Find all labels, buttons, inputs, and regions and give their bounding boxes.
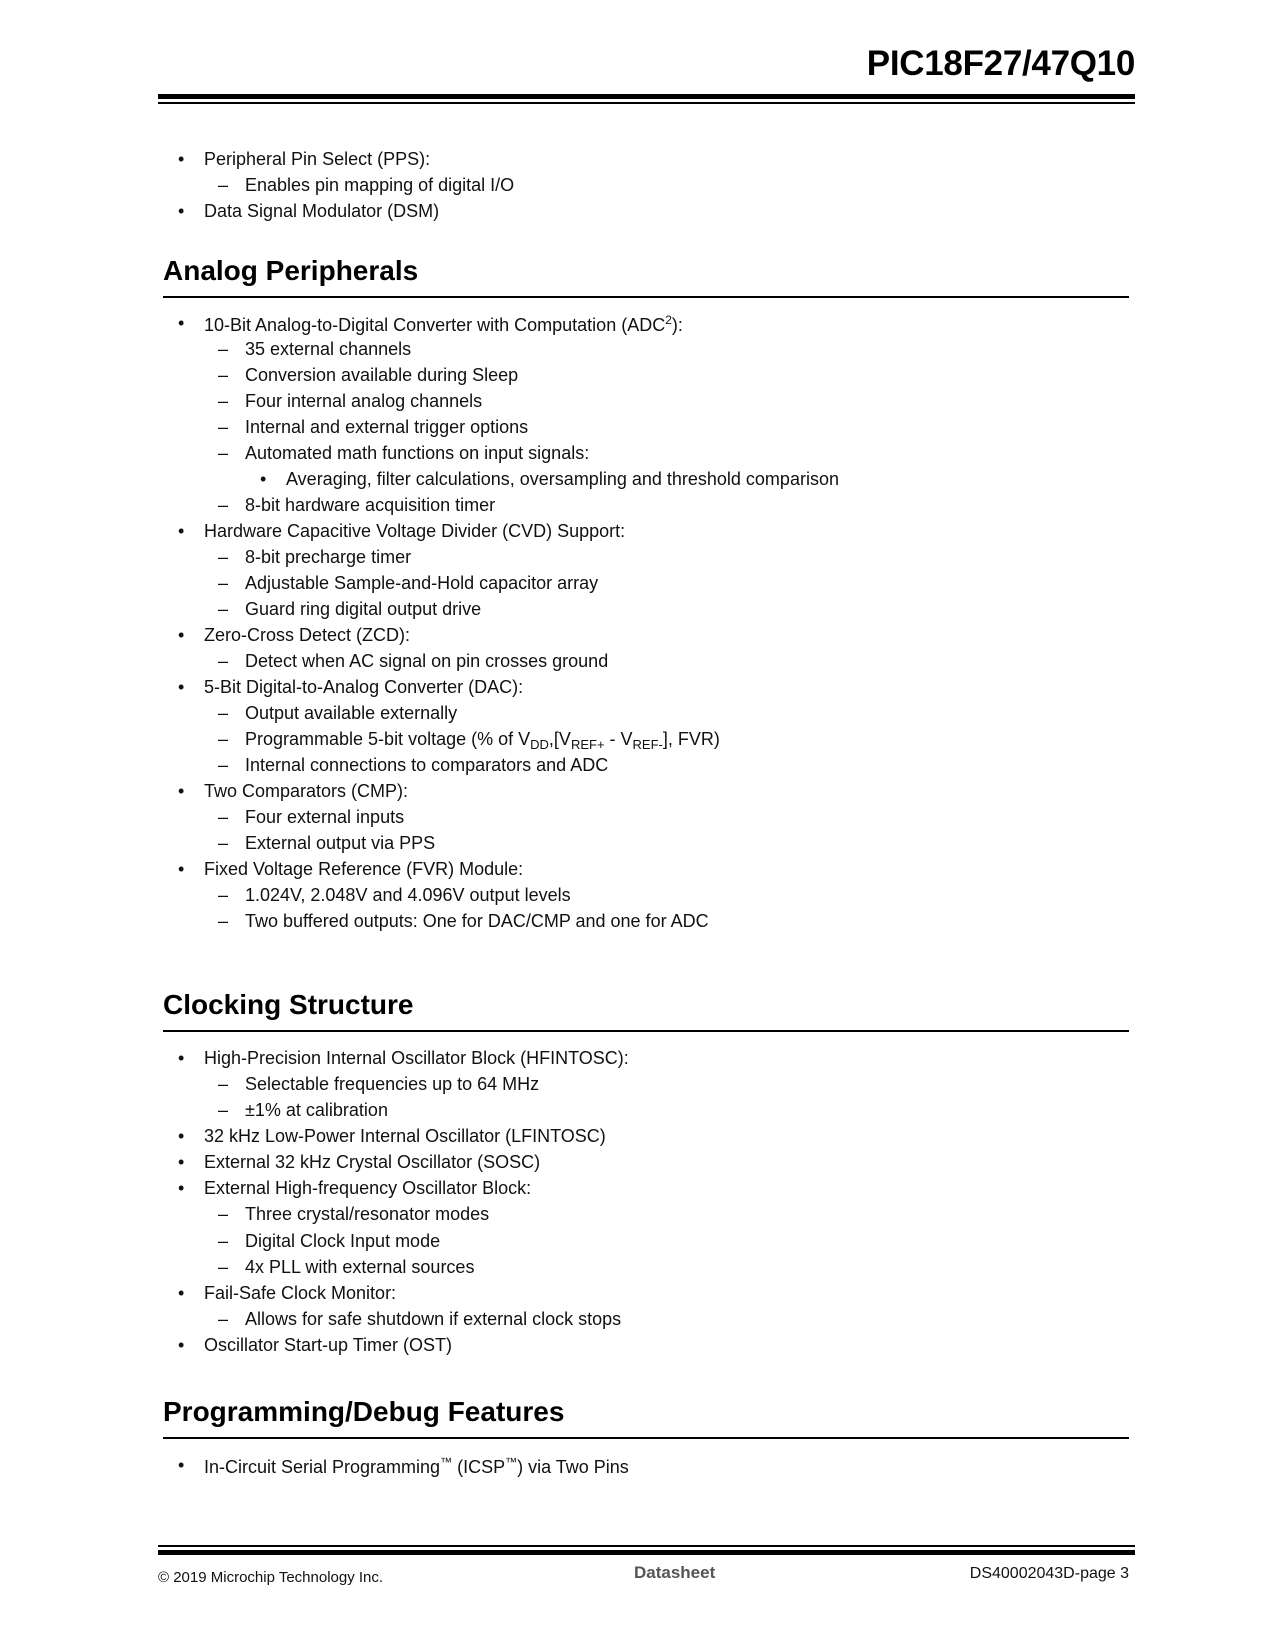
list-item: • Averaging, filter calculations, oversampling and threshold comparison: [260, 469, 839, 489]
list-item: • In-Circuit Serial Programming™ (ICSP™) via Two Pins: [178, 1455, 629, 1477]
section-rule: [163, 296, 1129, 298]
list-item: – Output available externally: [218, 703, 458, 723]
list-item: – Four internal analog channels: [218, 391, 483, 411]
list-item: – Detect when AC signal on pin crosses ground: [218, 651, 609, 671]
list-item: – Two buffered outputs: One for DAC/CMP and one for ADC: [218, 911, 709, 931]
list-item: – 8-bit hardware acquisition timer: [218, 495, 496, 515]
list-item: • Peripheral Pin Select (PPS):: [178, 149, 431, 169]
section-rule: [163, 1030, 1129, 1032]
footer-page-number: DS40002043D-page 3: [969, 1565, 1129, 1582]
list-item: • Hardware Capacitive Voltage Divider (CVD) Support:: [178, 521, 626, 541]
list-item: – 4x PLL with external sources: [218, 1257, 475, 1277]
list-item: – ±1% at calibration: [218, 1100, 388, 1120]
list-item: – Adjustable Sample-and-Hold capacitor array: [218, 573, 599, 593]
list-item: • 10-Bit Analog-to-Digital Converter with Computation (ADC$^2$):: [178, 313, 683, 335]
header-rule-thick: [158, 94, 1135, 99]
section-heading-clocking: Clocking Structure: [163, 989, 414, 1020]
list-item: • 32 kHz Low-Power Internal Oscillator (LFINTOSC): [178, 1126, 606, 1146]
list-item: – Enables pin mapping of digital I/O: [218, 175, 515, 195]
list-item: – Guard ring digital output drive: [218, 599, 482, 619]
section-heading-analog: Analog Peripherals: [163, 255, 419, 286]
section-rule: [163, 1437, 1129, 1439]
footer-copyright: © 2019 Microchip Technology Inc.: [158, 1569, 384, 1586]
list-item: • Oscillator Start-up Timer (OST): [178, 1335, 453, 1355]
list-item: • High-Precision Internal Oscillator Block (HFINTOSC):: [178, 1048, 629, 1068]
list-item: • External High-frequency Oscillator Block:: [178, 1178, 532, 1198]
list-item: – Three crystal/resonator modes: [218, 1204, 490, 1224]
list-item: – Selectable frequencies up to 64 MHz: [218, 1074, 540, 1094]
list-item: – Digital Clock Input mode: [218, 1231, 441, 1251]
list-item: – Allows for safe shutdown if external clock stops: [218, 1309, 622, 1329]
list-item: • Zero-Cross Detect (ZCD):: [178, 625, 411, 645]
list-item: • External 32 kHz Crystal Oscillator (SOSC): [178, 1152, 541, 1172]
list-item: – 1.024V, 2.048V and 4.096V output levels: [218, 885, 571, 905]
list-item: • 5-Bit Digital-to-Analog Converter (DAC):: [178, 677, 524, 697]
list-item: • Data Signal Modulator (DSM): [178, 201, 440, 221]
list-item: – Four external inputs: [218, 807, 405, 827]
list-item: – Internal and external trigger options: [218, 417, 529, 437]
list-item: – Automated math functions on input signals:: [218, 443, 590, 463]
list-item: – 35 external channels: [218, 339, 412, 359]
footer-rule-thick: [158, 1550, 1135, 1555]
list-item: – Conversion available during Sleep: [218, 365, 519, 385]
header-rule-thin: [158, 102, 1135, 104]
list-item: • Fail-Safe Clock Monitor:: [178, 1283, 397, 1303]
list-item: – External output via PPS: [218, 833, 436, 853]
section-heading-programming: Programming/Debug Features: [163, 1396, 565, 1427]
list-item: – 8-bit precharge timer: [218, 547, 412, 567]
list-item: • Two Comparators (CMP):: [178, 781, 409, 801]
list-item: • Fixed Voltage Reference (FVR) Module:: [178, 859, 524, 879]
page-header-title: PIC18F27/47Q10: [866, 44, 1135, 83]
list-item: – Programmable 5-bit voltage (% of $V_{DD},[V_{REF+} - V_{REF-}]$, FVR): [218, 729, 720, 752]
footer-doc-type: Datasheet: [634, 1563, 716, 1582]
list-item: – Internal connections to comparators and ADC: [218, 755, 609, 775]
footer-rule-thin: [158, 1545, 1135, 1547]
